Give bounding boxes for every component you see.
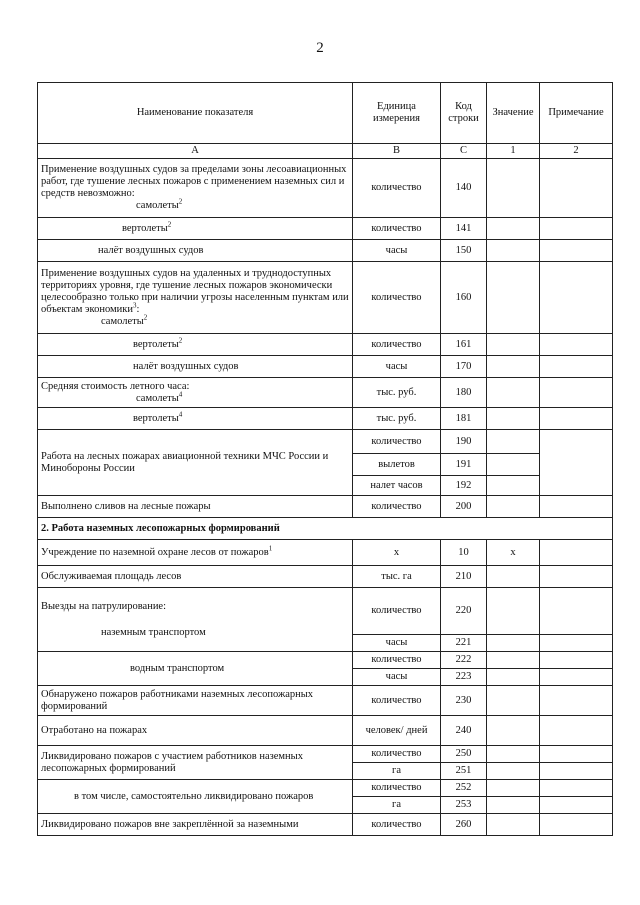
row-code: 200 — [441, 496, 487, 518]
table-row — [38, 218, 613, 240]
value-cell — [487, 262, 540, 334]
table-row — [38, 814, 613, 836]
row-unit: человек/ дней — [353, 716, 441, 746]
letter-b: B — [353, 144, 441, 159]
row-unit: тыс. руб. — [353, 408, 441, 430]
row-code: 141 — [441, 218, 487, 240]
table-row — [38, 746, 613, 763]
section-heading: 2. Работа наземных лесопожарных формирований — [38, 518, 613, 540]
table-row — [38, 356, 613, 378]
row-label — [38, 159, 353, 218]
row-unit: га — [353, 797, 441, 814]
row-unit: часы — [353, 635, 441, 652]
row-label: налёт воздушных судов — [38, 356, 353, 378]
row-unit: количество — [353, 780, 441, 797]
table-row — [38, 716, 613, 746]
row-label: Обнаружено пожаров работниками наземных лесопожарных формирований — [38, 686, 353, 716]
header-row — [38, 83, 613, 144]
note-cell — [540, 540, 613, 566]
row-code: 180 — [441, 378, 487, 408]
row-label — [38, 588, 353, 652]
row-unit: га — [353, 763, 441, 780]
value-cell — [487, 669, 540, 686]
section-row — [38, 518, 613, 540]
row-unit: количество — [353, 262, 441, 334]
row-unit: тыс. га — [353, 566, 441, 588]
row-unit: часы — [353, 669, 441, 686]
row-code: 192 — [441, 476, 487, 496]
table-row — [38, 378, 613, 408]
row-code: 170 — [441, 356, 487, 378]
note-cell — [540, 746, 613, 763]
row-label — [38, 378, 353, 408]
row-label: водным транспортом — [38, 652, 353, 686]
letter-d: 1 — [487, 144, 540, 159]
row-code: 150 — [441, 240, 487, 262]
value-cell — [487, 566, 540, 588]
row-unit: количество — [353, 218, 441, 240]
row-code: 140 — [441, 159, 487, 218]
value-cell — [487, 716, 540, 746]
row-unit: налет часов — [353, 476, 441, 496]
row-subtitle: самолеты$^2$ — [136, 197, 183, 211]
row-label: Ликвидировано пожаров с участием работников наземных лесопожарных формирований — [38, 746, 353, 780]
row-unit: тыс. руб. — [353, 378, 441, 408]
header-unit: Единица измерения — [353, 83, 441, 144]
row-unit: количество — [353, 496, 441, 518]
table-row — [38, 496, 613, 518]
row-code: 220 — [441, 588, 487, 635]
header-value: Значение — [487, 83, 540, 144]
note-cell — [540, 797, 613, 814]
row-code: 253 — [441, 797, 487, 814]
note-cell — [540, 566, 613, 588]
value-cell — [487, 378, 540, 408]
note-cell — [540, 780, 613, 797]
value-cell — [487, 159, 540, 218]
note-cell — [540, 588, 613, 635]
letter-a: A — [38, 144, 353, 159]
value-cell — [487, 454, 540, 476]
value-cell — [487, 797, 540, 814]
row-unit: х — [353, 540, 441, 566]
letters-row — [38, 144, 613, 159]
row-title: Выезды на патрулирование: — [41, 600, 167, 612]
row-code: 221 — [441, 635, 487, 652]
row-label: Обслуживаемая площадь лесов — [38, 566, 353, 588]
value-cell — [487, 496, 540, 518]
row-unit: количество — [353, 652, 441, 669]
row-code: 260 — [441, 814, 487, 836]
value-cell — [487, 476, 540, 496]
note-cell — [540, 814, 613, 836]
row-unit: часы — [353, 240, 441, 262]
row-title: Применение воздушных судов на удаленных и труднодоступных территориях уровня, где тушение лесных пожаров экономически целесообразно только при наличии угрозы населенным пунктам или объектам экономики$^3$: — [41, 267, 349, 315]
value-cell — [487, 240, 540, 262]
value-cell — [487, 652, 540, 669]
note-cell — [540, 240, 613, 262]
letter-c: C — [441, 144, 487, 159]
value-cell — [487, 780, 540, 797]
row-subtitle: самолеты$^4$ — [136, 390, 183, 404]
row-subtitle: самолеты$^2$ — [101, 313, 148, 327]
note-cell — [540, 334, 613, 356]
row-code: 240 — [441, 716, 487, 746]
row-unit: количество — [353, 746, 441, 763]
note-cell — [540, 430, 613, 496]
row-label: налёт воздушных судов — [38, 240, 353, 262]
value-cell — [487, 635, 540, 652]
note-cell — [540, 669, 613, 686]
note-cell — [540, 496, 613, 518]
value-cell — [487, 334, 540, 356]
row-label: Работа на лесных пожарах авиационной техники МЧС России и Минобороны России — [38, 430, 353, 496]
row-label: Ликвидировано пожаров вне закреплённой за наземными — [38, 814, 353, 836]
value-cell: х — [487, 540, 540, 566]
page-number: 2 — [316, 40, 324, 56]
row-subtitle: наземным транспортом — [101, 626, 206, 638]
letter-e: 2 — [540, 144, 613, 159]
row-unit: количество — [353, 430, 441, 454]
value-cell — [487, 763, 540, 780]
row-label: вертолеты$^4$ — [38, 408, 353, 430]
row-code: 160 — [441, 262, 487, 334]
row-unit: количество — [353, 814, 441, 836]
note-cell — [540, 356, 613, 378]
row-label: вертолеты$^2$ — [38, 218, 353, 240]
row-code: 251 — [441, 763, 487, 780]
table-row — [38, 159, 613, 218]
row-unit: количество — [353, 159, 441, 218]
note-cell — [540, 378, 613, 408]
row-code: 10 — [441, 540, 487, 566]
table-row — [38, 652, 613, 669]
row-code: 230 — [441, 686, 487, 716]
row-code: 250 — [441, 746, 487, 763]
row-label: Выполнено сливов на лесные пожары — [38, 496, 353, 518]
table-row — [38, 262, 613, 334]
row-code: 210 — [441, 566, 487, 588]
note-cell — [540, 218, 613, 240]
row-code: 252 — [441, 780, 487, 797]
note-cell — [540, 262, 613, 334]
note-cell — [540, 652, 613, 669]
note-cell — [540, 763, 613, 780]
value-cell — [487, 218, 540, 240]
row-unit: количество — [353, 334, 441, 356]
row-label: Учреждение по наземной охране лесов от пожаров$^1$ — [38, 540, 353, 566]
table-row — [38, 240, 613, 262]
value-cell — [487, 430, 540, 454]
row-unit: вылетов — [353, 454, 441, 476]
table-row — [38, 566, 613, 588]
value-cell — [487, 814, 540, 836]
row-label: вертолеты$^2$ — [38, 334, 353, 356]
row-label: Отработано на пожарах — [38, 716, 353, 746]
table-row — [38, 686, 613, 716]
table-row — [38, 780, 613, 797]
value-cell — [487, 408, 540, 430]
row-label — [38, 262, 353, 334]
header-code: Код строки — [441, 83, 487, 144]
table-row — [38, 588, 613, 635]
row-title: Применение воздушных судов за пределами зоны лесоавиационных работ, где тушение лесных пожаров с применением наземных сил и средств невозможно: — [41, 164, 347, 199]
table-row — [38, 408, 613, 430]
note-cell — [540, 716, 613, 746]
row-unit: количество — [353, 686, 441, 716]
table-row — [38, 430, 613, 454]
value-cell — [487, 686, 540, 716]
table-row — [38, 334, 613, 356]
header-note: Примечание — [540, 83, 613, 144]
note-cell — [540, 635, 613, 652]
row-code: 161 — [441, 334, 487, 356]
row-code: 190 — [441, 430, 487, 454]
row-code: 181 — [441, 408, 487, 430]
value-cell — [487, 356, 540, 378]
row-label: в том числе, самостоятельно ликвидировано пожаров — [38, 780, 353, 814]
note-cell — [540, 686, 613, 716]
note-cell — [540, 408, 613, 430]
row-unit: количество — [353, 588, 441, 635]
row-title: Средняя стоимость летного часа: — [41, 380, 190, 392]
table-row — [38, 540, 613, 566]
header-name: Наименование показателя — [38, 83, 353, 144]
row-code: 191 — [441, 454, 487, 476]
row-code: 222 — [441, 652, 487, 669]
value-cell — [487, 588, 540, 635]
row-unit: часы — [353, 356, 441, 378]
note-cell — [540, 159, 613, 218]
indicators-table — [37, 82, 613, 836]
value-cell — [487, 746, 540, 763]
row-code: 223 — [441, 669, 487, 686]
